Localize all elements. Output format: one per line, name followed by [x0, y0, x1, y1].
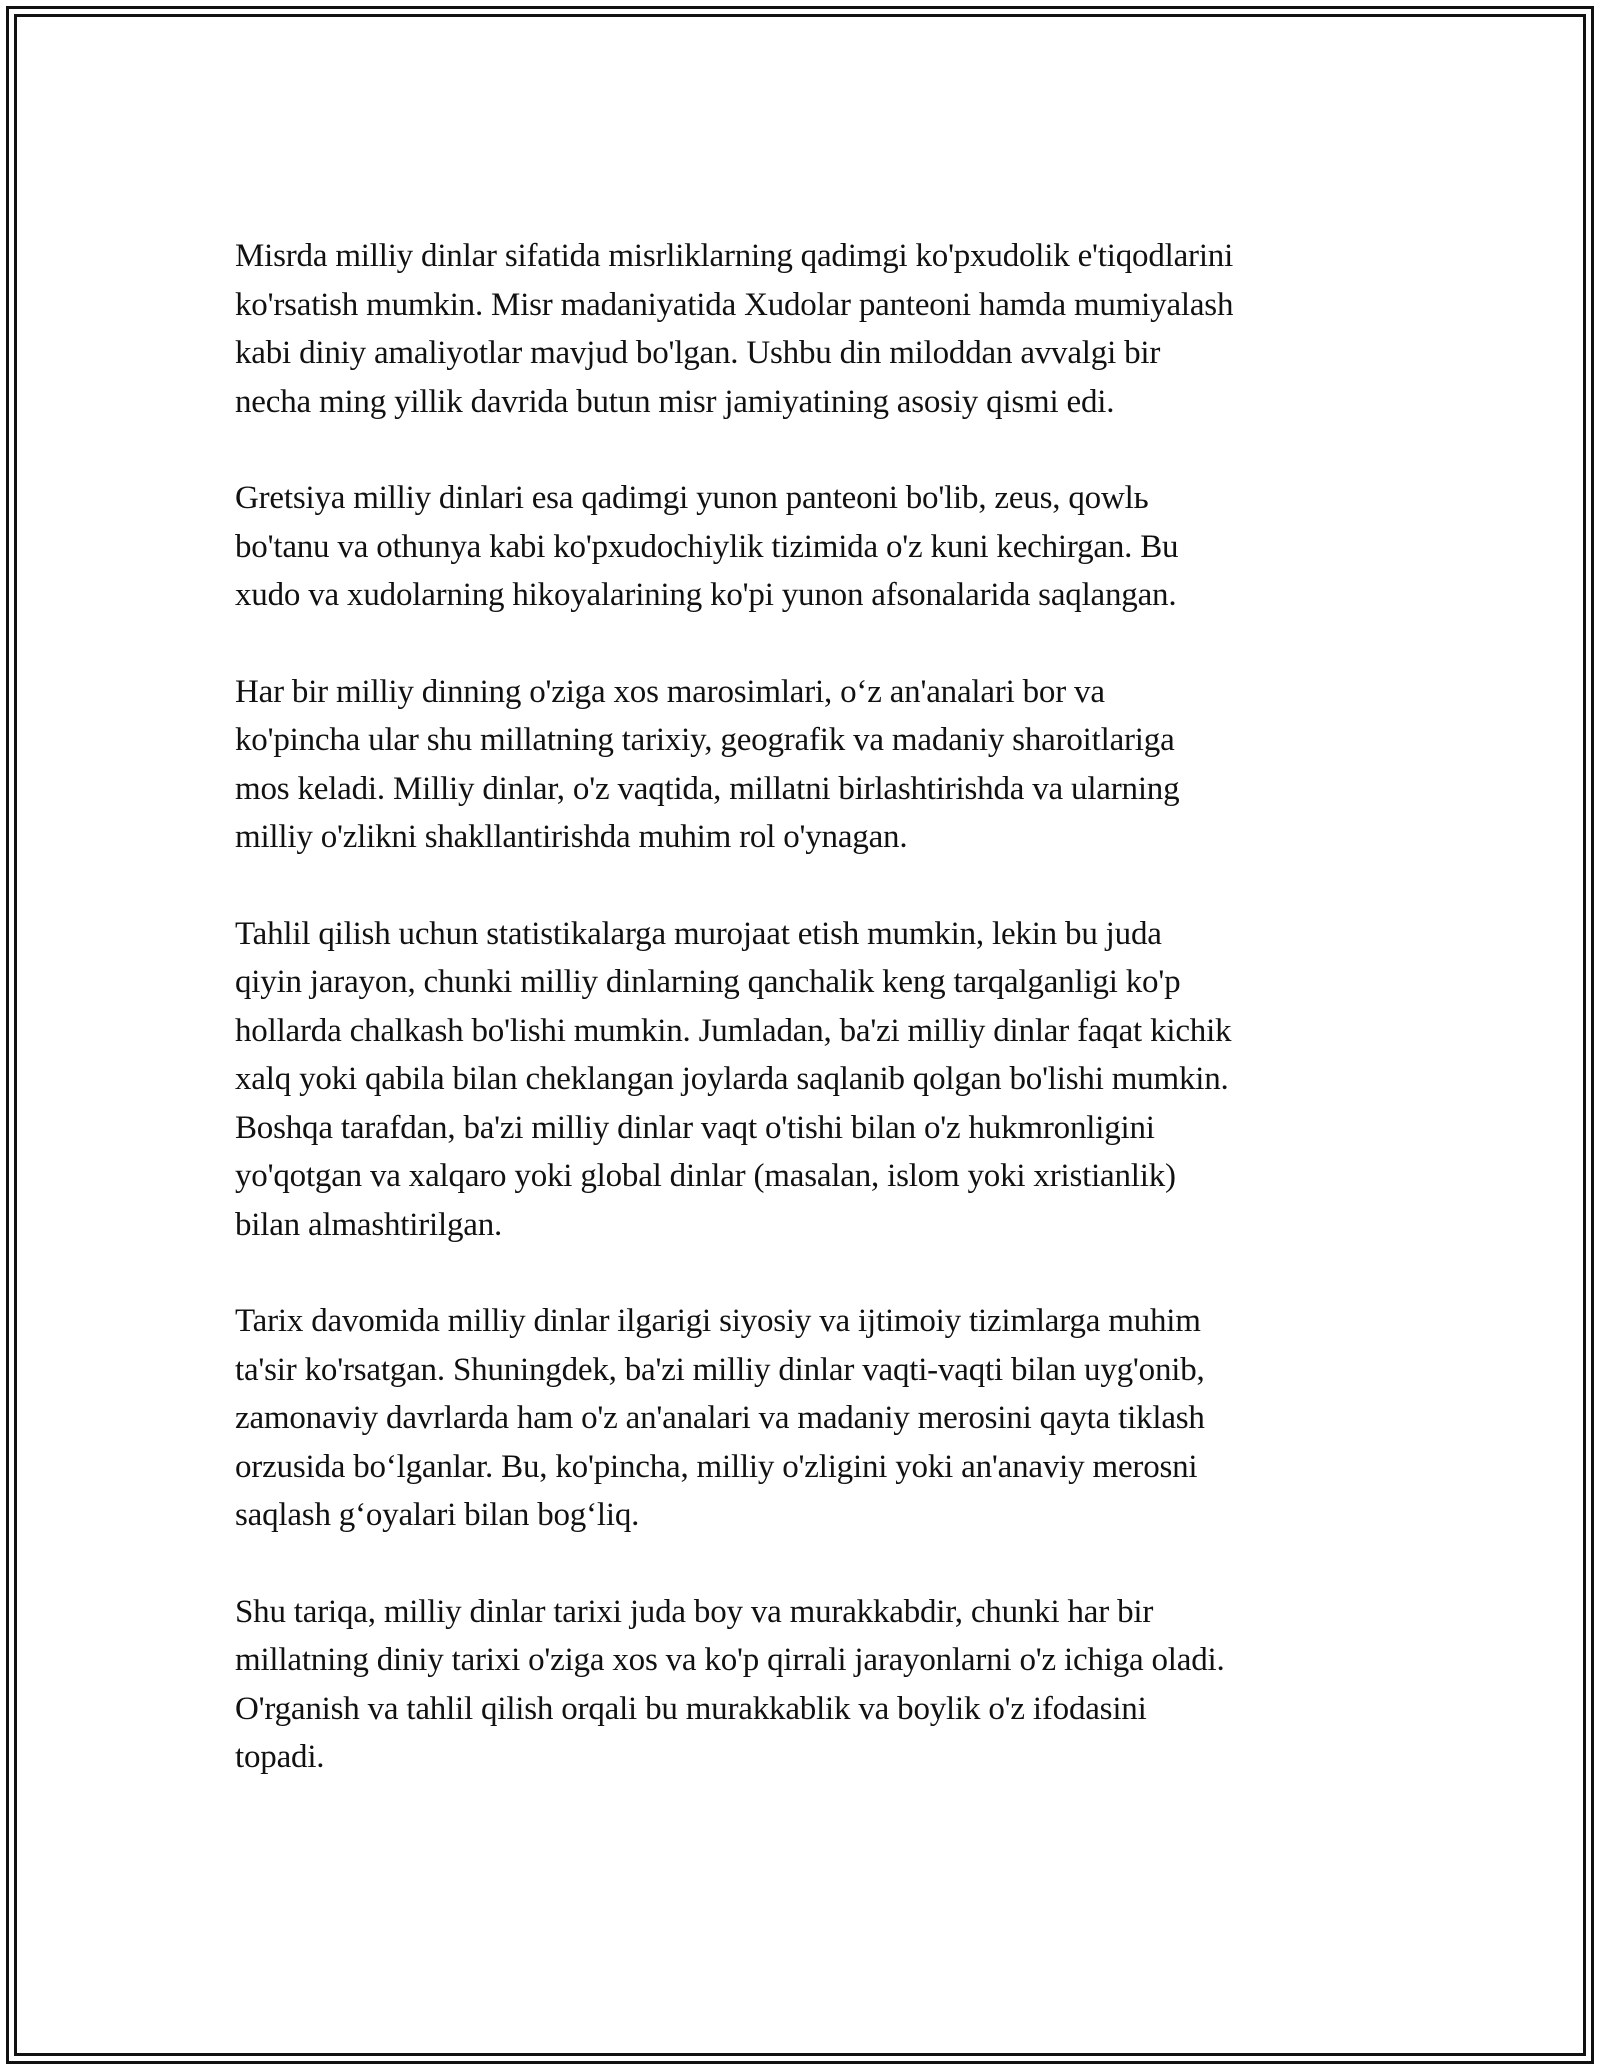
text-line: millatning diniy tarixi o'ziga xos va ko'p qirrali jarayonlarni o'z ichiga oladi. — [235, 1642, 1225, 1678]
text-line: Misrda milliy dinlar sifatida misrliklarning qadimgi ko'pxudolik e'tiqodlarini — [235, 238, 1234, 274]
text-line: topadi. — [235, 1739, 325, 1775]
text-line: zamonaviy davrlarda ham o'z an'analari va madaniy merosini qayta tiklash — [235, 1400, 1205, 1436]
paragraph-greece — [235, 474, 1375, 620]
text-line: Tahlil qilish uchun statistikalarga murojaat etish mumkin, lekin bu juda — [235, 915, 1162, 952]
text-line: ta'sir ko'rsatgan. Shuningdek, ba'zi milliy dinlar vaqti-vaqti bilan uyg'onib, — [235, 1351, 1205, 1388]
text-line: Gretsiya milliy dinlari esa qadimgi yunon panteoni bo'lib, zeus, qowlь — [235, 480, 1149, 516]
text-line: xudo va xudolarning hikoyalarining ko'pi yunon afsonalarida saqlangan. — [235, 577, 1177, 613]
text-line: bilan almashtirilgan. — [235, 1206, 503, 1243]
text-line: Shu tariqa, milliy dinlar tarixi juda boy va murakkabdir, chunki har bir — [235, 1593, 1154, 1630]
text-line: yo'qotgan va xalqaro yoki global dinlar (masalan, islom yoki xristianlik) — [235, 1158, 1176, 1194]
text-line: kabi diniy amaliyotlar mavjud bo'lgan. Ushbu din miloddan avvalgi bir — [235, 335, 1161, 371]
paragraph-rituals — [235, 668, 1375, 862]
text-line: O'rganish va tahlil qilish orqali bu murakkablik va boylik o'z ifodasini — [235, 1690, 1147, 1727]
paragraph-conclusion — [235, 1588, 1375, 1782]
document-body — [235, 232, 1375, 1830]
text-line: Tarix davomida milliy dinlar ilgarigi siyosiy va ijtimoiy tizimlarga muhim — [235, 1303, 1201, 1339]
paragraph-egypt — [235, 232, 1375, 426]
text-line: orzusida bo‘lganlar. Bu, ko'pincha, milliy o'zligini yoki an'anaviy merosni — [235, 1448, 1198, 1485]
text-line: Har bir milliy dinning o'ziga xos marosimlari, o‘z an'analari bor va — [235, 673, 1105, 710]
text-line: xalq yoki qabila bilan cheklangan joylarda saqlanib qolgan bo'lishi mumkin. — [235, 1061, 1229, 1097]
paragraph-statistics — [235, 910, 1375, 1250]
text-line: hollarda chalkash bo'lishi mumkin. Jumladan, ba'zi milliy dinlar faqat kichik — [235, 1012, 1232, 1049]
text-line: ko'pincha ular shu millatning tarixiy, geografik va madaniy sharoitlariga — [235, 722, 1175, 758]
text-line: Boshqa tarafdan, ba'zi milliy dinlar vaqt o'tishi bilan o'z hukmronligini — [235, 1109, 1155, 1146]
text-line: milliy o'zlikni shakllantirishda muhim rol o'ynagan. — [235, 819, 908, 855]
paragraph-history — [235, 1297, 1375, 1540]
text-line: necha ming yillik davrida butun misr jamiyatining asosiy qismi edi. — [235, 383, 1115, 420]
text-line: qiyin jarayon, chunki milliy dinlarning qanchalik keng tarqalganligi ko'p — [235, 964, 1181, 1000]
text-line: saqlash g‘oyalari bilan bog‘liq. — [235, 1497, 640, 1533]
text-line: ko'rsatish mumkin. Misr madaniyatida Xudolar panteoni hamda mumiyalash — [235, 286, 1234, 323]
text-line: bo'tanu va othunya kabi ko'pxudochiylik tizimida o'z kuni kechirgan. Bu — [235, 528, 1179, 565]
text-line: mos keladi. Milliy dinlar, o'z vaqtida, millatni birlashtirishda va ularning — [235, 770, 1180, 807]
